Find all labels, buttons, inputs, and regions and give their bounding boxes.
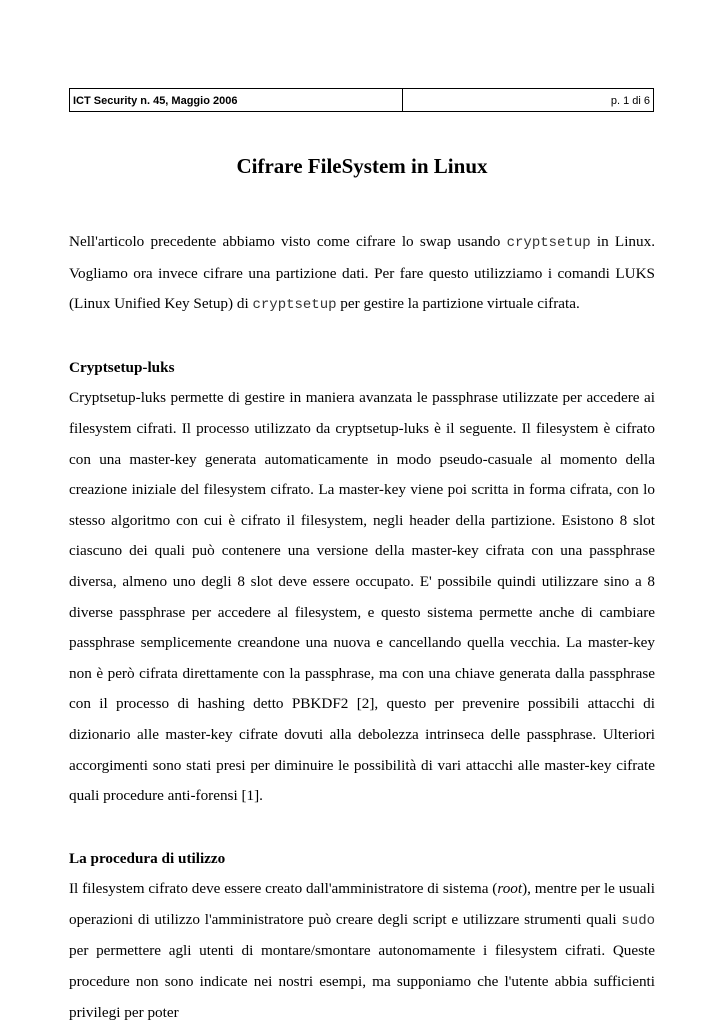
procedura-text-1: Il filesystem cifrato deve essere creato dall'amministratore di sistema ( — [69, 880, 498, 898]
intro-code-cryptsetup: cryptsetup — [506, 235, 591, 251]
section-paragraph-cryptsetup-luks: Cryptsetup-luks permette di gestire in maniera avanzata le passphrase utilizzate per accedere ai filesystem cifrati. Il processo utilizzato da cryptsetup-luks è il seguente. Il filesystem è cifrato con una master-key generata automaticamente in modo pseudo-casuale al momento della creazione iniziale del filesystem cifrato. La master-key viene poi scritta in forma cifrata, con lo stesso algoritmo con cui è cifrato il filesystem, negli header della partizione. Esistono 8 slot ciascuno dei quali può contenere una versione della master-key cifrata con una passphrase diversa, almeno uno degli 8 slot deve essere occupato. E' possibile quindi utilizzare sino a 8 diverse passphrase per accedere al filesystem, e questo sistema permette anche di cambiare passphrase semplicemente creandone una nuova e cancellando quella vecchia. La master-key non è però cifrata direttamente con la passphrase, ma con una chiave generata dalla passphrase con il processo di hashing detto PBKDF2 [2], questo per prevenire possibili attacchi di dizionario alle master-key cifrate dovuti alla debolezza intrinseca delle passphrase. Ulteriori accorgimenti sono stati presi per diminuire le possibilità di vari attacchi alle master-key cifrate quali procedure anti-forensi [1]. — [69, 389, 655, 805]
intro-text-2: in Linux. Vogliamo ora invece cifrare una partizione dati. Per fare questo utilizziamo i comandi LUKS (Linux Unified Key Setup) di — [69, 233, 655, 313]
header-publication: ICT Security n. 45, Maggio 2006 — [70, 89, 403, 111]
procedura-text-3: per permettere agli utenti di montare/smontare autonomamente i filesystem cifrati. Queste procedure non sono indicate nei nostri esempi, ma supponiamo che l'utente abbia sufficienti privilegi per poter — [69, 942, 655, 1021]
intro-text-3: per gestire la partizione virtuale cifrata. — [336, 295, 580, 313]
page-header — [69, 88, 654, 112]
intro-paragraph — [69, 227, 655, 321]
procedura-code-sudo: sudo — [621, 912, 655, 929]
section-paragraph-procedura — [69, 874, 655, 1028]
procedura-text-2: ), mentre per le usuali operazioni di utilizzo l'amministratore può creare degli script e utilizzare strumenti quali — [69, 880, 655, 928]
procedura-root: root — [497, 880, 523, 898]
section-heading-cryptsetup-luks: Cryptsetup-luks — [69, 358, 175, 376]
section-heading-procedura: La procedura di utilizzo — [69, 849, 226, 867]
intro-text-1: Nell'articolo precedente abbiamo visto come cifrare lo swap usando — [69, 233, 507, 250]
intro-code-cryptsetup-2: cryptsetup — [252, 297, 337, 314]
document-body — [69, 227, 655, 1028]
document-title: Cifrare FileSystem in Linux — [236, 154, 488, 178]
header-page-number: p. 1 di 6 — [610, 95, 650, 107]
